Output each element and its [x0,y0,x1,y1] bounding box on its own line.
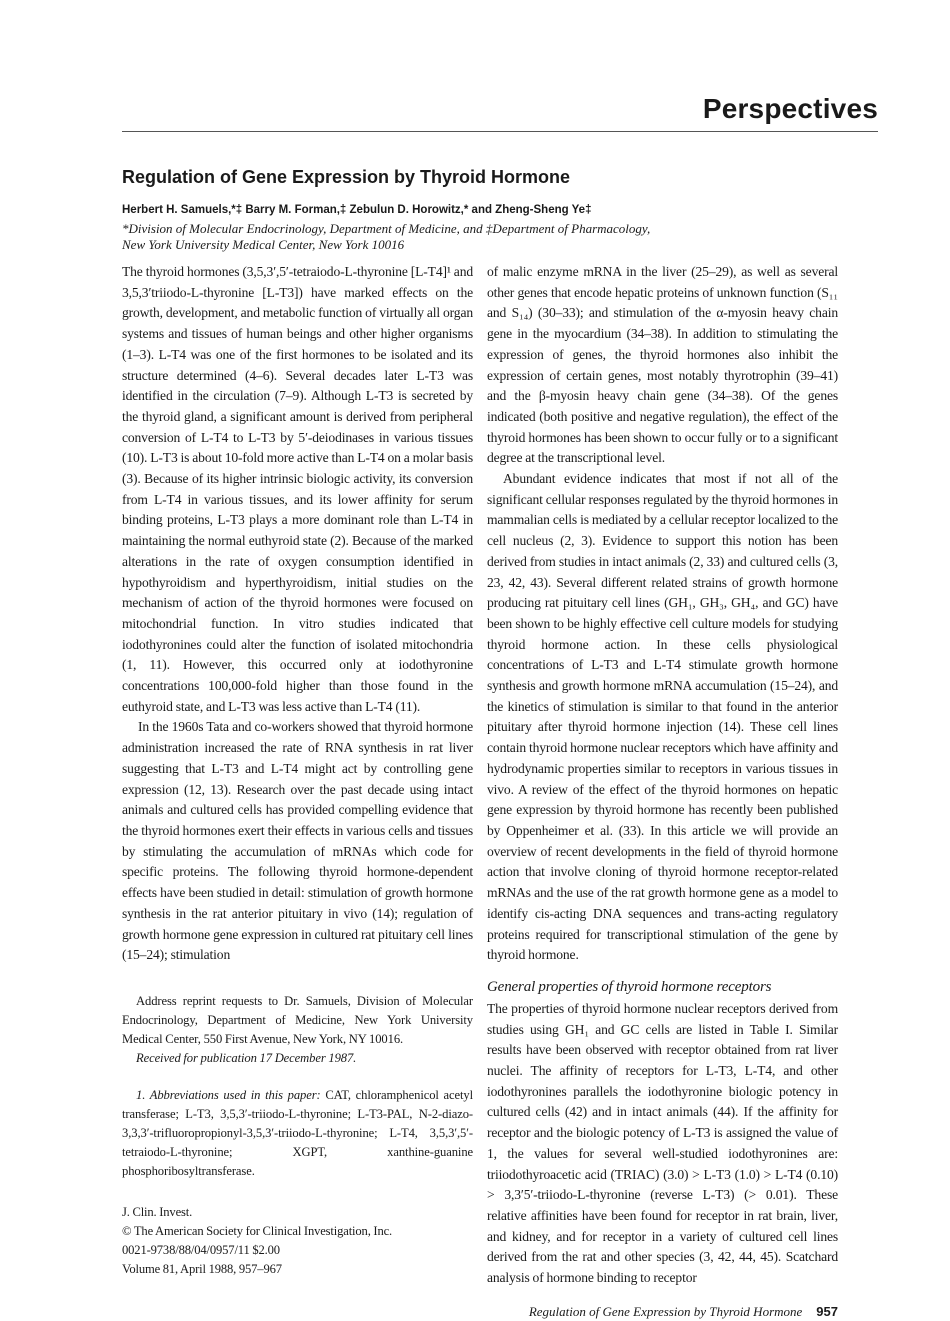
abbreviations-text: CAT, chloramphenicol acetyl transferase; L-T3, 3,5,3′-triiodo-L-thyronine; L-T3-PAL, N-2-diazo-3,3,3′-trifluoropropionyl-3,5,3′-triiodo-L-thyronine; L-T4, 3,5,3′,5′-tetraiodo-L-thyronine; XGPT, xanthine-guanine phosphoribosyltransferase. [122,1087,473,1178]
page-number: 957 [816,1303,838,1319]
paragraph: The properties of thyroid hormone nuclear receptors derived from studies using GH₁ and GC cells are listed in Table I. Similar results have been observed with receptor obtained from rat liver nuclei. The affinity of receptors for L-T3, L-T4, and other iodothyronines parallels the iodothyronine biologic potency in cultured cells (42) and in intact animals (44). If the affinity for receptor and the biologic potency of L-T3 is assigned the value of 1, the values for several well-studied iodothyronines are: triiodothyroacetic acid (TRIAC) (3.0) > L-T3 (1.0) > L-T4 (0.10) > 3,3′5′-triiodo-L-thyronine (reverse L-T3) (> 0.01). These relative affinities have been found for receptor in rat brain, liver, and kidney, and for receptor in a variety of cultured cell lines derived from the rat and other species (3, 42, 44, 45). Scatchard analysis of hormone binding to receptor [487,1000,838,1286]
volume-info: Volume 81, April 1988, 957–967 [122,1261,282,1276]
running-title: Regulation of Gene Expression by Thyroid Hormone [528,1303,803,1319]
paragraph: of malic enzyme mRNA in the liver (25–29), as well as several other genes that encode hepatic proteins of unknown function (S₁₁ and S₁₄) (30–33); and stimulation of the α-myosin heavy chain gene in the myocardium (34–38). In addition to stimulating the expression of genes, the thyroid hormones also inhibit the expression of certain genes, most notably thyrotrophin (39–41) and the β-myosin heavy chain gene (34–38). Of the genes indicated (both positive and negative regulation), the effect of the thyroid hormones has been shown to occur fully or to a significant degree at the transcriptional level. [487,264,838,466]
section-label: Perspectives [702,93,878,124]
article-body [122,262,838,1321]
header-rule [122,131,878,132]
abbreviations-footnote [122,1086,473,1181]
journal-name: J. Clin. Invest. [122,1204,193,1219]
issn-price: 0021-9738/88/04/0957/11 $2.00 [122,1242,280,1257]
left-column [122,262,473,1279]
copyright: © The American Society for Clinical Investigation, Inc. [122,1223,393,1238]
received-date: Received for publication 17 December 1987. [136,1050,357,1065]
correspondence-footnote [122,992,473,1068]
page-footer [122,1303,838,1321]
affiliation-line: *Division of Molecular Endocrinology, Department of Medicine, and ‡Department of Pharmacology, [122,221,651,236]
article-title: Regulation of Gene Expression by Thyroid Hormone [122,167,571,187]
affiliation-line: New York University Medical Center, New York 10016 [122,237,405,252]
paragraph: Abundant evidence indicates that most if not all of the significant cellular responses regulated by the thyroid hormones in mammalian cells is mediated by a cellular receptor localized to the cell nucleus (2, 3). Evidence to support this notion has been derived from studies in intact animals (2, 33) and cultured cells (3, 23, 42, 43). Several different related strains of growth hormone producing rat pituitary cell lines (GH₁, GH₃, GH₄, and GC) have been shown to be highly effective cell culture models for studying thyroid hormone action. In these cells physiological concentrations of L-T3 and L-T4 stimulate growth hormone synthesis and growth hormone mRNA accumulation (15–24), and the kinetics of stimulation is similar to that found in the anterior pituitary after thyroid hormone injection (14). These cell lines contain thyroid hormone nuclear receptors which have affinity and hydrodynamic properties similar to receptors in various tissues in vivo. A review of the effect of the thyroid hormones on hepatic gene expression by thyroid hormone has recently been published by Oppenheimer et al. (33). In this article we will provide an overview of recent developments in the field of thyroid hormone action that involve cloning of thyroid hormone receptor-related mRNAs and the use of the rat growth hormone gene as a model to identify cis-acting DNA sequences and trans-acting regulatory proteins required for transcriptional stimulation of the gene by thyroid hormone. [487,471,838,963]
address-note: Address reprint requests to Dr. Samuels, Division of Molecular Endocrinology, Department of Medicine, New York University Medical Center, 550 First Avenue, New York, NY 10016. [122,993,473,1046]
paragraph: The thyroid hormones (3,5,3′,5′-tetraiodo-L-thyronine [L-T4]¹ and 3,5,3′triiodo-L-thyronine [L-T3]) have marked effects on the growth, development, and metabolic function of virtually all organ systems and tissues of human beings and other higher organisms (1–3). L-T4 was one of the first hormones to be isolated and its structure determined (4–6). Several decades later L-T3 was identified in the circulation (7–9). Although L-T3 is secreted by the thyroid gland, a significant amount is derived from peripheral conversion of L-T4 to L-T3 by 5′-deiodinases in various tissues (10). L-T3 is about 10-fold more active than L-T4 on a molar basis (3). Because of its higher intrinsic biologic activity, its conversion from L-T4 in various tissues, and its lower affinity for serum binding proteins, L-T3 plays a more dominant role than L-T4 in maintaining the normal euthyroid state (2). Because of the marked alterations in the rate of oxygen consumption identified in hypothyroidism and hyperthyroidism, initial studies on the mechanism of action of the thyroid hormones were focused on mitochondrial function. In vitro studies indicated that iodothyronines could alter the function of isolated mitochondria (1, 11). However, this occurred only at iodothyronine concentrations 100,000-fold higher than those found in the euthyroid state, and L-T3 was less active than L-T4 (11). [122,264,473,714]
journal-info [122,1203,473,1279]
section-heading: General properties of thyroid hormone receptors [487,978,772,995]
right-column [487,262,838,1289]
abbreviations-label: 1. Abbreviations used in this paper: [136,1087,321,1102]
paragraph: In the 1960s Tata and co-workers showed that thyroid hormone administration increased the rate of RNA synthesis in rat liver suggesting that L-T3 and L-T4 might act by controlling gene expression (12, 13). Research over the past decade using intact animals and cultured cells has provided compelling evidence that the thyroid hormones exert their effects in various cells and tissues by stimulating the accumulation of mRNAs which code for specific proteins. The following thyroid hormone-dependent effects have been studied in detail: stimulation of growth hormone synthesis in the rat anterior pituitary in vivo (14); regulation of growth hormone gene expression in cultured rat pituitary cell lines (15–24); stimulation [122,719,473,963]
author-list: Herbert H. Samuels,*‡ Barry M. Forman,‡ Zebulun D. Horowitz,* and Zheng-Sheng Ye‡ [122,204,592,216]
